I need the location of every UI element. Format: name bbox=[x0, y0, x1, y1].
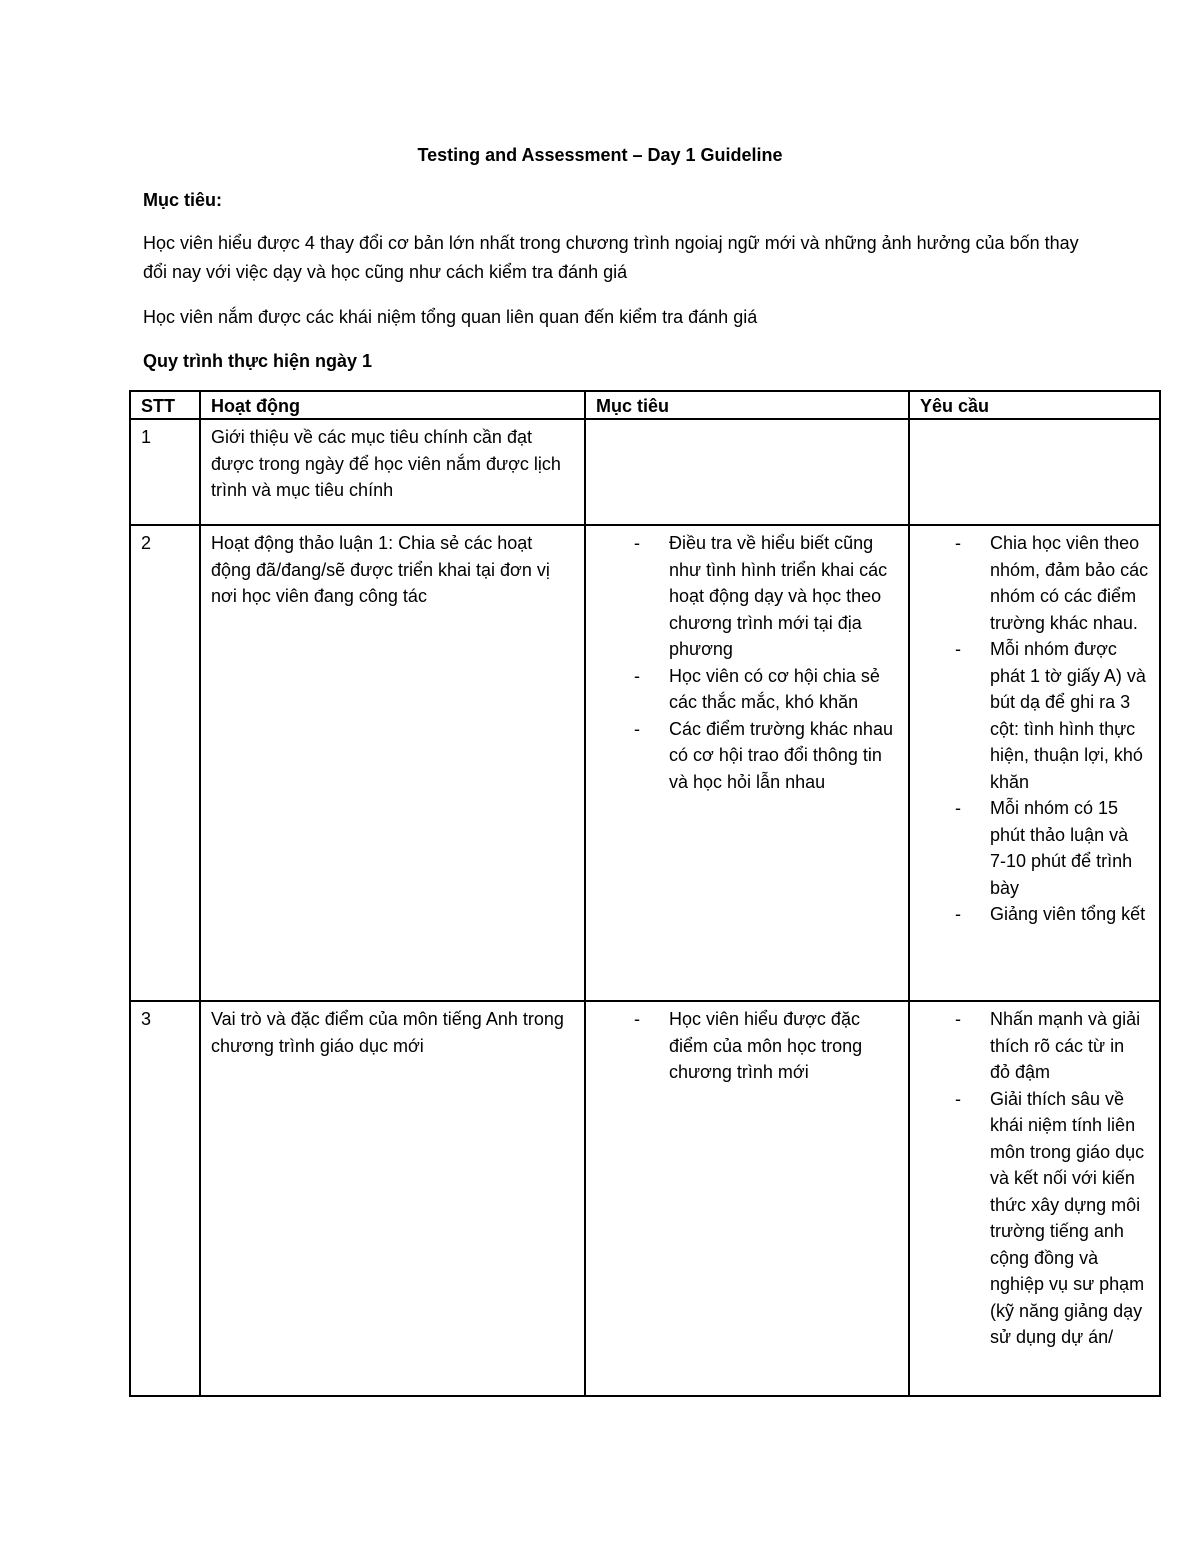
process-table bbox=[129, 390, 1161, 1397]
table-row bbox=[130, 419, 1160, 525]
cell-goals bbox=[585, 1001, 909, 1396]
goal-item: - Học viên hiểu được đặc điểm của môn học trong chương trình mới bbox=[596, 1006, 898, 1086]
table-row bbox=[130, 1001, 1160, 1396]
requirement-item: - Chia học viên theo nhóm, đảm bảo các nhóm có các điểm trường khác nhau. bbox=[920, 530, 1149, 636]
column-header-goals: Mục tiêu bbox=[585, 391, 909, 419]
goal-item: - Điều tra về hiểu biết cũng như tình hình triển khai các hoạt động dạy và học theo chương trình mới tại địa phương bbox=[596, 530, 898, 663]
cell-requirements bbox=[909, 419, 1160, 525]
cell-stt: 2 bbox=[130, 525, 200, 1001]
goal-item: - Học viên có cơ hội chia sẻ các thắc mắc, khó khăn bbox=[596, 663, 898, 716]
cell-stt: 3 bbox=[130, 1001, 200, 1396]
column-header-activity: Hoạt động bbox=[200, 391, 585, 419]
objective-paragraph-1: Học viên hiểu được 4 thay đổi cơ bản lớn nhất trong chương trình ngoiaj ngữ mới và những ảnh hưởng của bốn thay đổi nay với việc dạy và học cũng như cách kiểm tra đánh giá bbox=[143, 233, 1079, 282]
requirement-item: - Giải thích sâu về khái niệm tính liên môn trong giáo dục và kết nối với kiến thức xây dựng môi trường tiếng anh cộng đồng và nghiệp vụ sư phạm (kỹ năng giảng dạy sử dụng dự án/ bbox=[920, 1086, 1149, 1351]
cell-requirements bbox=[909, 1001, 1160, 1396]
requirement-item: - Nhấn mạnh và giải thích rõ các từ in đỏ đậm bbox=[920, 1006, 1149, 1086]
cell-stt: 1 bbox=[130, 419, 200, 525]
process-heading: Quy trình thực hiện ngày 1 bbox=[143, 351, 373, 371]
table-row bbox=[130, 525, 1160, 1001]
column-header-stt: STT bbox=[130, 391, 200, 419]
cell-activity: Vai trò và đặc điểm của môn tiếng Anh trong chương trình giáo dục mới bbox=[200, 1001, 585, 1396]
requirement-item: - Giảng viên tổng kết bbox=[920, 901, 1149, 928]
column-header-requirements: Yêu cầu bbox=[909, 391, 1160, 419]
objectives-heading: Mục tiêu: bbox=[143, 190, 222, 210]
goal-item: - Các điểm trường khác nhau có cơ hội trao đổi thông tin và học hỏi lẫn nhau bbox=[596, 716, 898, 796]
document-title: Testing and Assessment – Day 1 Guideline bbox=[417, 145, 783, 165]
objective-paragraph-2: Học viên nắm được các khái niệm tổng quan liên quan đến kiểm tra đánh giá bbox=[143, 307, 758, 327]
table-header-row bbox=[130, 391, 1160, 419]
requirement-item: - Mỗi nhóm được phát 1 tờ giấy A) và bút dạ để ghi ra 3 cột: tình hình thực hiện, thuận lợi, khó khăn bbox=[920, 636, 1149, 795]
requirement-item: - Mỗi nhóm có 15 phút thảo luận và 7-10 phút để trình bày bbox=[920, 795, 1149, 901]
cell-activity: Hoạt động thảo luận 1: Chia sẻ các hoạt động đã/đang/sẽ được triển khai tại đơn vị nơi học viên đang công tác bbox=[200, 525, 585, 1001]
cell-activity: Giới thiệu về các mục tiêu chính cần đạt được trong ngày để học viên nắm được lịch trình và mục tiêu chính bbox=[200, 419, 585, 525]
cell-goals bbox=[585, 419, 909, 525]
cell-requirements bbox=[909, 525, 1160, 1001]
cell-goals bbox=[585, 525, 909, 1001]
